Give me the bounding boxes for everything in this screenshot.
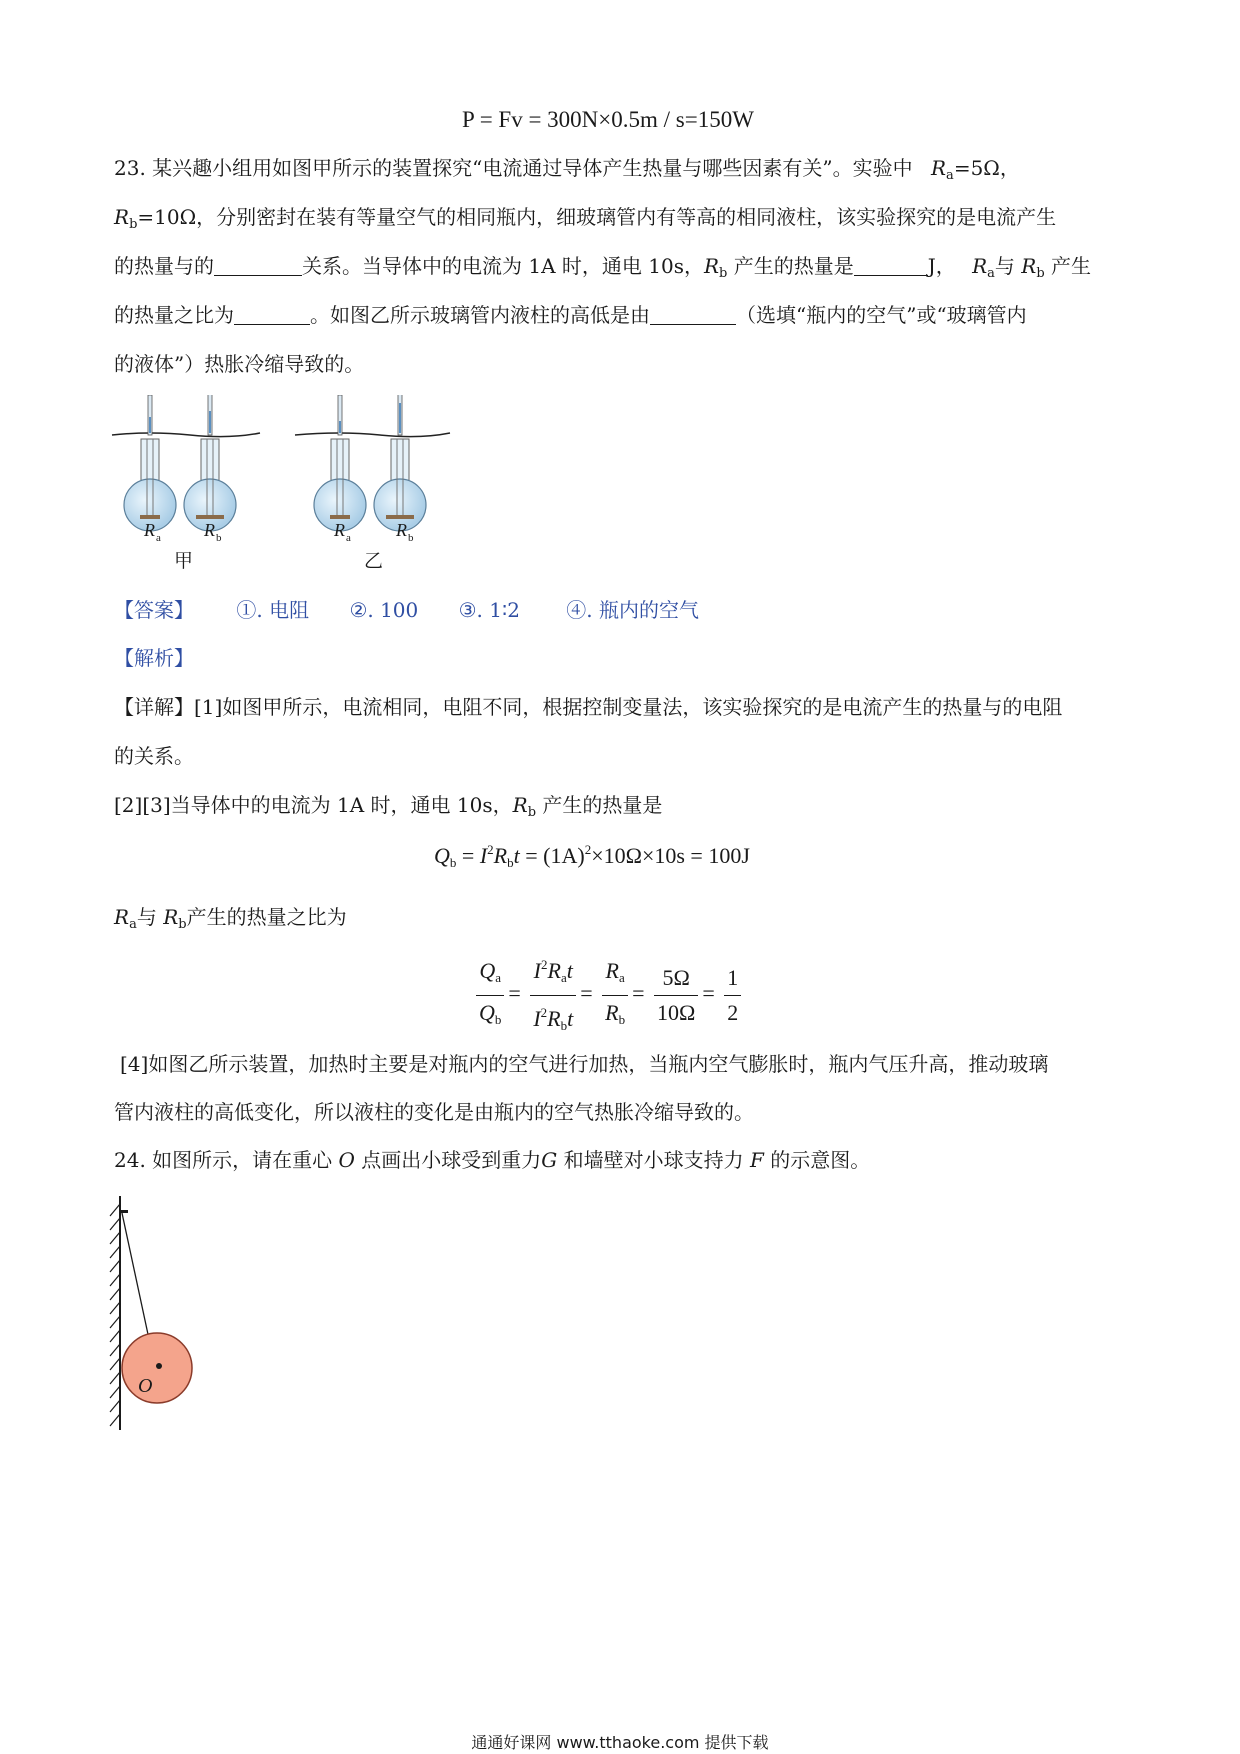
answer-row [114, 600, 699, 620]
q23-text: =10Ω，分别密封在装有等量空气的相同瓶内，细玻璃管内有等高的相同液柱，该实验探究的是电流产生 [137, 205, 1057, 229]
detail-line5: [4]如图乙所示装置，加热时主要是对瓶内的空气进行加热，当瓶内空气膨胀时，瓶内气压升高，推动玻璃 [120, 1052, 1049, 1076]
q23-line1: 23. 某兴趣小组用如图甲所示的装置探究“电流通过导体产生热量与哪些因素有关”。实验中 $R_a=5\Omega$， [114, 156, 1020, 183]
q23-text: 的液体”）热胀冷缩导致的。 [114, 352, 365, 376]
q24-text-part: 点画出小球受到重力 [361, 1148, 542, 1172]
label-rb-yi: R [396, 520, 407, 540]
wall-hatch [110, 1204, 120, 1426]
eq-paren: (1A) [543, 843, 585, 868]
eq-rhs: ×10Ω×10s = 100J [591, 843, 750, 868]
detail-text: [2][3]当导体中的电流为 1A 时，通电 10s， [114, 793, 513, 817]
q23-text: 23. 某兴趣小组用如图甲所示的装置探究“电流通过导体产生热量与哪些因素有关”。实验中 [114, 156, 913, 180]
answer-blank-3[interactable] [234, 306, 310, 325]
q24-o: O [338, 1148, 355, 1172]
q23-text: 产生的热量是 [733, 254, 854, 278]
q23-text: J， [927, 254, 956, 278]
ball-label: O [138, 1375, 153, 1397]
equation-qb: $Q_b = I^2R_bt = (1A)^2\times 10\Omega\times 10s = 100J$ [434, 842, 750, 870]
answer-3: ③. 1∶2 [458, 598, 520, 622]
answer-blank-4[interactable] [650, 306, 736, 325]
ratio-den: 10Ω [657, 1000, 696, 1025]
q23-text: （选填“瓶内的空气”或“玻璃管内 [736, 303, 1027, 327]
label-ra-yi-sub: a [346, 532, 351, 544]
flask-yi-ra [314, 395, 366, 531]
ratio-num: 5Ω [654, 961, 698, 996]
label-yi: 乙 [364, 550, 384, 572]
label-ra-jia: R [144, 520, 155, 540]
analysis-tag: 【解析】 [114, 646, 194, 670]
detail-line4: $R_a$与 $R_b$产生的热量之比为 [114, 905, 347, 932]
top-equation [462, 107, 754, 133]
answer-tag: 【答案】 [114, 598, 194, 622]
label-ra-yi: R [334, 520, 345, 540]
answer-2: ②. 100 [349, 598, 419, 622]
flask-yi-rb [374, 395, 426, 531]
q23-line4 [114, 305, 1027, 325]
detail-text: 产生的热量是 [542, 793, 663, 817]
answer-blank-1[interactable] [214, 257, 302, 276]
q24-f: F [750, 1148, 764, 1172]
ratio-result-den: 2 [727, 1000, 739, 1025]
label-rb-jia: R [204, 520, 215, 540]
answer-4: ④. 瓶内的空气 [566, 598, 700, 622]
answer-1: ①. 电阻 [236, 598, 310, 622]
detail-line3: [2][3]当导体中的电流为 1A 时，通电 10s，$R_b$ 产生的热量是 [114, 793, 663, 820]
ra-value: =5Ω， [953, 156, 1020, 180]
eq-exp: 2 [584, 842, 592, 857]
q24-text [114, 1150, 870, 1170]
answer-blank-2[interactable] [854, 257, 928, 276]
label-ra-jia-sub: a [156, 532, 161, 544]
label-jia: 甲 [174, 550, 194, 572]
string [122, 1213, 149, 1339]
detail-text: 与 [136, 905, 157, 929]
q23-text: 关系。当导体中的电流为 1A 时，通电 10s， [302, 254, 704, 278]
wall-ball-figure [104, 1190, 204, 1435]
flask-jia-ra [124, 395, 176, 531]
q24-g: G [541, 1148, 558, 1172]
q23-text: 与 [994, 254, 1015, 278]
center-dot [156, 1363, 162, 1369]
hook [120, 1210, 128, 1213]
detail-line2: 的关系。 [114, 744, 194, 768]
equation-ratio: $\frac{Q_a}{Q_b}$ = $\frac{I^2R_at}{I^2R_bt}$ = $\frac{R_a}{R_b}$ = $\frac{5\Omega}{10\Omega}$ = $\frac{1}{2}$ [472, 948, 745, 1043]
top-equation-text: P = Fv = 300N×0.5m / s=150W [462, 107, 754, 132]
label-rb-yi-sub: b [408, 532, 414, 544]
q23-line5 [114, 354, 364, 374]
q23-line3: 的热量与的 关系。当导体中的电流为 1A 时，通电 10s，$R_b$ 产生的热量是 J， $R_a$与 $R_b$ 产生 [114, 254, 1092, 281]
label-rb-jia-sub: b [216, 532, 222, 544]
q24-text-part: 24. 如图所示，请在重心 [114, 1148, 333, 1172]
ratio-result-num: 1 [724, 961, 741, 996]
q23-text: 。如图乙所示玻璃管内液柱的高低是由 [310, 303, 650, 327]
q23-line2: $R_b=10\Omega$，分别密封在装有等量空气的相同瓶内，细玻璃管内有等高的相同液柱，该实验探究的是电流产生 [114, 205, 1057, 232]
detail-text: 产生的热量之比为 [186, 905, 347, 929]
footer: 通通好课网 www.tthaoke.com 提供下载 [471, 1733, 769, 1752]
q24-text-part: 的示意图。 [770, 1148, 871, 1172]
flask-jia-rb [184, 395, 236, 531]
q24-text-part: 和墙壁对小球支持力 [563, 1148, 744, 1172]
q23-text: 的热量之比为 [114, 303, 234, 327]
q23-text: 产生 [1051, 254, 1092, 278]
q23-text: 的热量与的 [114, 254, 214, 278]
detail-line6: 管内液柱的高低变化，所以液柱的变化是由瓶内的空气热胀冷缩导致的。 [114, 1100, 754, 1124]
flask-figure [110, 395, 460, 575]
surface-line-right [295, 433, 450, 437]
detail-line1: 【详解】[1]如图甲所示，电流相同，电阻不同，根据控制变量法，该实验探究的是电流产生的热量与的电阻 [114, 695, 1063, 719]
surface-line-left [112, 433, 260, 437]
